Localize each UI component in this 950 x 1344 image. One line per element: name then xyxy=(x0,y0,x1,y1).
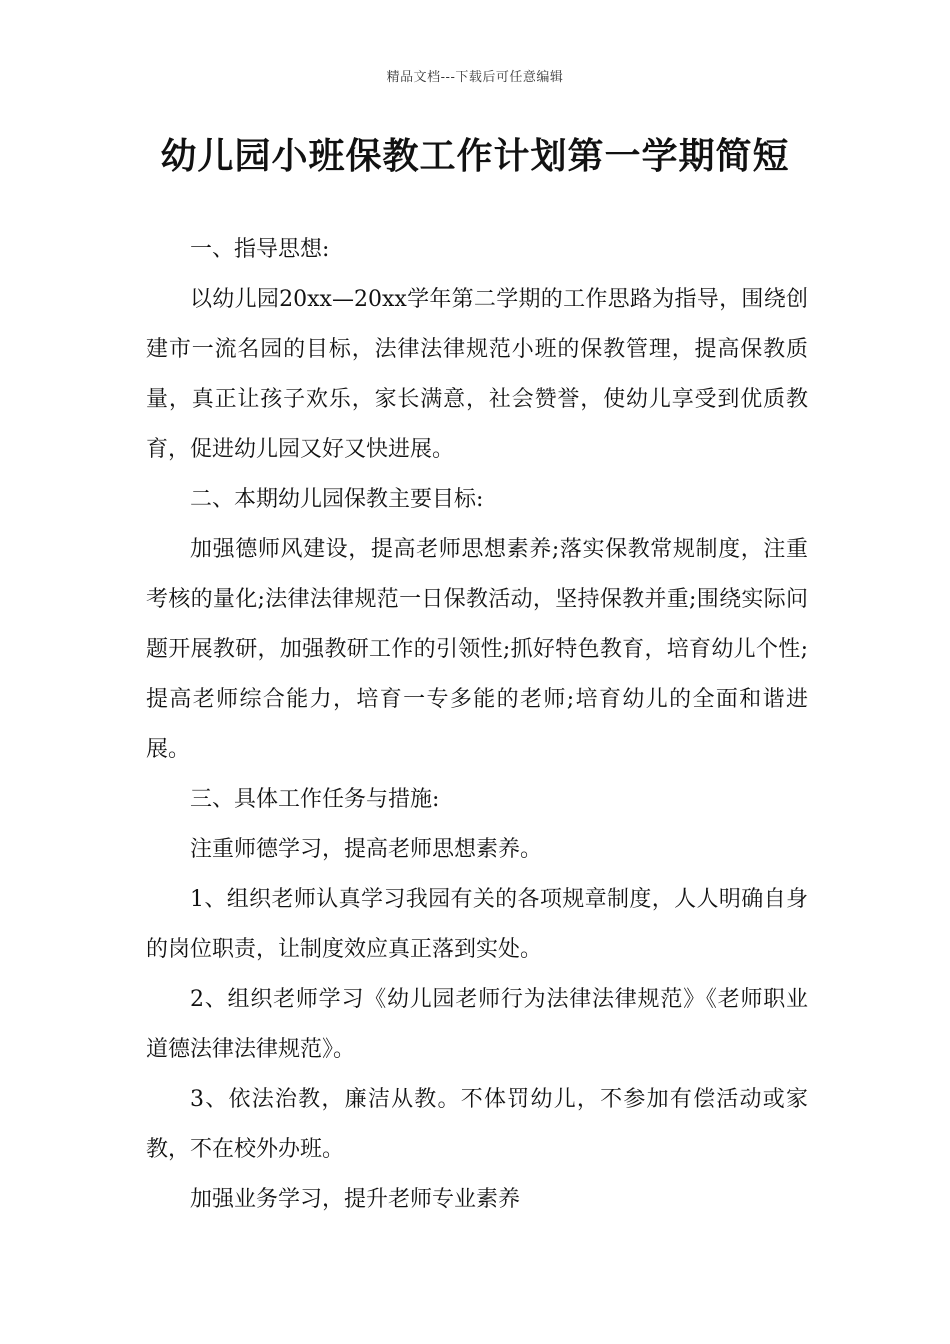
paragraph: 以幼儿园20xx—20xx学年第二学期的工作思路为指导，围绕创建市一流名园的目标，法律法律规范小班的保教管理，提高保教质量，真正让孩子欢乐，家长满意，社会赞誉，使幼儿享受到优质教育，促进幼儿园又好又快进展。 xyxy=(146,287,808,462)
paragraph: 注重师德学习，提高老师思想素养。 xyxy=(190,837,543,862)
paragraph: 加强业务学习，提升老师专业素养 xyxy=(190,1187,521,1212)
section-heading-guiding-ideology: 一、指导思想: xyxy=(190,237,330,262)
list-item: 1、组织老师认真学习我园有关的各项规章制度，人人明确自身的岗位职责，让制度效应真正落到实处。 xyxy=(146,887,808,962)
document-body xyxy=(146,225,808,1225)
paragraph: 加强德师风建设，提高老师思想素养;落实保教常规制度，注重考核的量化;法律法律规范一日保教活动，坚持保教并重;围绕实际问题开展教研，加强教研工作的引领性;抓好特色教育，培育幼儿个性;提高老师综合能力，培育一专多能的老师;培育幼儿的全面和谐进展。 xyxy=(146,537,808,762)
document-title: 幼儿园小班保教工作计划第一学期简短 xyxy=(160,135,790,177)
header-note: 精品文档---下载后可任意编辑 xyxy=(386,70,564,85)
list-item: 2、组织老师学习《幼儿园老师行为法律法律规范》《老师职业道德法律法律规范》。 xyxy=(146,987,808,1062)
list-item: 3、依法治教，廉洁从教。不体罚幼儿，不参加有偿活动或家教，不在校外办班。 xyxy=(146,1087,808,1162)
section-heading-tasks-measures: 三、具体工作任务与措施: xyxy=(190,787,440,812)
section-heading-main-goals: 二、本期幼儿园保教主要目标: xyxy=(190,487,484,512)
